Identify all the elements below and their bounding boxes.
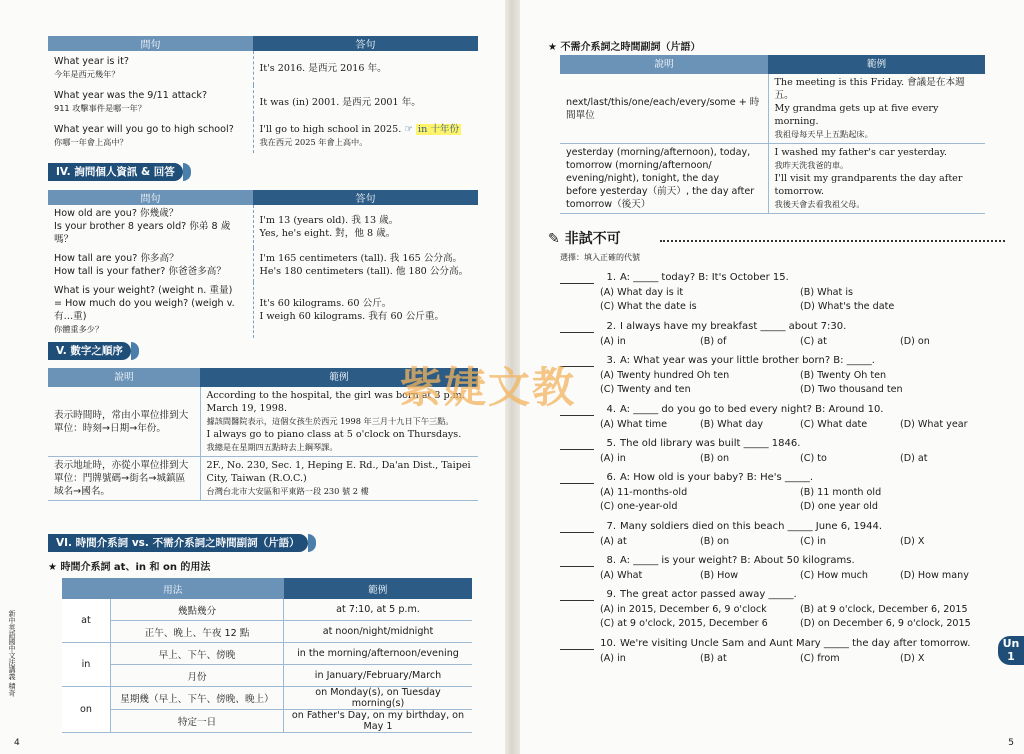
option[interactable]: (B) at 9 o'clock, December 6, 2015 <box>800 604 968 615</box>
usage: 正午、晚上、午夜 12 點 <box>111 621 284 643</box>
example: in January/February/March <box>284 665 473 687</box>
section-title-vi: VI. 時間介系詞 vs. 不需介系詞之時間副詞（片語） <box>48 534 308 552</box>
option[interactable]: (A) What <box>600 570 643 581</box>
option[interactable]: (B) 11 month old <box>800 487 882 498</box>
option[interactable]: (B) What is <box>800 287 854 298</box>
section-title-iv: IV. 詢問個人資訊 & 回答 <box>48 163 183 181</box>
question: What year is it? <box>54 56 129 67</box>
usage: 月份 <box>111 665 284 687</box>
example: in the morning/afternoon/evening <box>284 643 473 665</box>
option[interactable]: (C) How much <box>800 570 868 581</box>
option[interactable]: (A) Twenty hundred Oh ten <box>600 370 730 381</box>
time-adverb-table <box>560 55 985 214</box>
example: 2F., No. 230, Sec. 1, Heping E. Rd., Da'an Dist., Taipei City, Taiwan (R.O.C.) <box>206 460 471 484</box>
question-number: 8. <box>606 555 616 566</box>
answer: I weigh 60 kilograms. 我有 60 公斤重。 <box>259 311 445 322</box>
book-title-vertical: 新中英語國中文法講義 積奇 <box>8 610 16 697</box>
question-number: 9. <box>606 589 616 600</box>
example: The meeting is this Friday. 會議是在本週五。 <box>774 77 965 101</box>
question-item <box>560 404 1020 416</box>
question-stem: A: What year was your little brother born? B: _____. <box>620 355 875 366</box>
option[interactable]: (B) Twenty Oh ten <box>800 370 887 381</box>
question-number: 6. <box>606 472 616 483</box>
header-answer: 答句 <box>253 36 478 51</box>
question-number: 3. <box>606 355 616 366</box>
option[interactable]: (D) What year <box>900 419 968 430</box>
question-item <box>560 272 1020 284</box>
option[interactable]: (A) 11-months-old <box>600 487 688 498</box>
year-qa-table: 問句 答句 What year is it? 今年是西元幾年？ It's 2016. 是西元 2016 年。 What year was the 9/11 attack? 911 攻擊事件是哪一年？ It was (in) 2001. 是西元 2001 年。 What year will you go to high school? 你哪一年會上高中？ I'll go to high school in 2025. ☞ in 十年份 我在西元 2025 年會上高中。 <box>48 36 478 153</box>
option[interactable]: (C) from <box>800 653 840 664</box>
page-number: 4 <box>14 738 20 748</box>
example: on Father's Day, on my birthday, on May 1 <box>284 710 473 733</box>
option[interactable]: (B) on <box>700 453 730 464</box>
answer: I'm 13 (years old). 我 13 歲。 <box>259 214 399 226</box>
question-zh: 今年是西元幾年？ <box>54 69 120 79</box>
example: at noon/night/midnight <box>284 621 473 643</box>
question-number: 7. <box>606 521 616 532</box>
highlight-note: in 十年份 <box>418 124 460 135</box>
option[interactable]: (A) What day is it <box>600 287 684 298</box>
page-number: 5 <box>1008 738 1014 748</box>
pencil-icon: ✎ <box>548 231 560 247</box>
explanation-line: before yesterday（前天）, the day after <box>566 186 755 197</box>
explanation-line: tomorrow (morning/afternoon/ <box>566 160 712 171</box>
question-item <box>560 438 1020 450</box>
question: = How much do you weigh? (weigh v. 有…重) <box>54 298 235 322</box>
answer-blank[interactable] <box>560 321 594 333</box>
question-stem: A: _____ today? B: It's October 15. <box>620 272 789 283</box>
section-title-v: V. 數字之順序 <box>48 342 131 360</box>
explanation-line: yesterday (morning/afternoon), today, <box>566 147 751 158</box>
option[interactable]: (A) at <box>600 536 627 547</box>
options <box>580 287 1000 315</box>
option[interactable]: (D) on December 6, 9 o'clock, 2015 <box>800 618 971 629</box>
option[interactable]: (A) What time <box>600 419 668 430</box>
option[interactable]: (D) X <box>900 653 925 664</box>
option[interactable]: (A) in 2015, December 6, 9 o'clock <box>600 604 767 615</box>
usage: 星期幾（早上、下午、傍晚、晚上） <box>111 687 284 710</box>
option[interactable]: (C) one-year-old <box>600 501 678 512</box>
answer: I'm 165 centimeters (tall). 我 165 公分高。 <box>259 253 463 264</box>
example: I always go to piano class at 5 o'clock on Thursdays. <box>206 429 462 440</box>
personal-info-table <box>48 190 478 338</box>
options <box>580 487 1000 515</box>
question-item <box>560 638 1020 650</box>
example: I washed my father's car yesterday. <box>774 147 947 158</box>
answer-blank[interactable] <box>560 472 594 484</box>
option[interactable]: (C) in <box>800 536 826 547</box>
example-zh: 我祖母每天早上五點起床。 <box>774 129 873 139</box>
option[interactable]: (D) What's the date <box>800 301 895 312</box>
explanation-line: tomorrow（後天） <box>566 199 651 210</box>
answer-blank[interactable] <box>560 555 594 567</box>
question-item <box>560 589 1020 601</box>
right-page <box>520 0 1024 754</box>
option[interactable]: (C) What the date is <box>600 301 697 312</box>
option[interactable]: (C) at 9 o'clock, 2015, December 6 <box>600 618 768 629</box>
question-zh: 你體重多少？ <box>54 324 104 334</box>
question-stem: A: How old is your baby? B: He's _____. <box>620 472 814 483</box>
question: What year will you go to high school? <box>54 124 234 135</box>
option[interactable]: (B) What day <box>700 419 764 430</box>
question-stem: The great actor passed away _____. <box>620 589 797 600</box>
header-explanation: 說明 <box>48 368 200 387</box>
option[interactable]: (C) to <box>800 453 827 464</box>
header-usage: 用法 <box>62 578 284 599</box>
example-zh: 據該間醫院表示，這個女孩生於西元 1998 年三月十九日下午三點。 <box>206 416 454 426</box>
question-stem: The old library was built _____ 1846. <box>620 438 801 449</box>
option[interactable]: (D) one year old <box>800 501 878 512</box>
instructions: 選擇：填入正確的代號 <box>560 253 640 262</box>
header-explanation: 說明 <box>560 55 768 74</box>
header-question: 問句 <box>48 36 253 51</box>
options <box>580 370 1000 398</box>
question: How old are you? 你幾歲？ <box>54 208 179 219</box>
answer-blank[interactable] <box>560 438 594 450</box>
answer: It's 2016. 是西元 2016 年。 <box>259 62 387 74</box>
question-stem: We're visiting Uncle Sam and Aunt Mary _____ the day after tomorrow. <box>620 638 971 649</box>
option[interactable]: (A) in <box>600 653 626 664</box>
usage: 特定一日 <box>111 710 284 733</box>
question-number: 1. <box>606 272 616 283</box>
example: According to the hospital, the girl was born at 3 p.m. March 19, 1998. <box>206 390 465 414</box>
option[interactable]: (D) at <box>900 453 928 464</box>
explanation: next/last/this/one/each/every/some + 時間單位 <box>560 74 768 144</box>
answer-blank[interactable] <box>560 638 594 650</box>
subsection-title: ★ 時間介系詞 at、in 和 on 的用法 <box>48 562 211 573</box>
option[interactable]: (D) X <box>900 536 925 547</box>
question-number: 2. <box>606 321 616 332</box>
example-zh: 我昨天洗我爸的車。 <box>774 160 849 170</box>
header-example: 範例 <box>768 55 985 74</box>
preposition-in: in <box>62 643 111 687</box>
explanation-line: evening/night), tonight, the day <box>566 173 719 184</box>
unit-tab: Un 1 <box>998 636 1024 665</box>
dotted-rule <box>660 232 1005 242</box>
preposition-at: at <box>62 599 111 643</box>
answer: Yes, he's eight. 對，他 8 歲。 <box>259 227 396 239</box>
practice-title <box>548 228 621 248</box>
question-item <box>560 355 1020 367</box>
preposition-on: on <box>62 687 111 733</box>
answer-zh: 我在西元 2025 年會上高中。 <box>259 137 368 147</box>
explanation: 表示地址時，亦從小單位排到大單位：門牌號碼→街名→城鎮區域名→國名。 <box>48 457 200 501</box>
option[interactable]: (B) at <box>700 653 727 664</box>
example: on Monday(s), on Tuesday morning(s) <box>284 687 473 710</box>
usage: 幾點幾分 <box>111 599 284 621</box>
answer-blank[interactable] <box>560 521 594 533</box>
answer-blank[interactable] <box>560 272 594 284</box>
question-number: 4. <box>606 404 616 415</box>
answer: It's 60 kilograms. 60 公斤。 <box>259 298 392 309</box>
question-zh: 你哪一年會上高中？ <box>54 137 128 147</box>
question-item <box>560 321 1020 333</box>
header-question: 問句 <box>48 190 253 205</box>
example-zh: 我後天會去看我祖父母。 <box>774 199 865 209</box>
question-item <box>560 555 1020 567</box>
practice-title-text: 非試不可 <box>564 231 621 247</box>
answer: It was (in) 2001. 是西元 2001 年。 <box>259 96 421 108</box>
question-zh: 911 攻擊事件是哪一年？ <box>54 103 146 113</box>
header-example: 範例 <box>200 368 478 387</box>
question: What year was the 9/11 attack? <box>54 90 208 101</box>
question: How tall is your father? 你爸爸多高？ <box>54 266 226 277</box>
usage: 早上、下午、傍晚 <box>111 643 284 665</box>
option[interactable]: (B) of <box>700 336 727 347</box>
question: What is your weight? (weight n. 重量) <box>54 285 233 296</box>
option[interactable]: (C) Twenty and ten <box>600 384 691 395</box>
adverb-section-title: ★ 不需介系詞之時間副詞（片語） <box>548 42 701 53</box>
option[interactable]: (B) on <box>700 536 730 547</box>
question-item <box>560 521 1020 533</box>
header-example: 範例 <box>284 578 473 599</box>
example: My grandma gets up at five every morning. <box>774 103 939 127</box>
answer: I'll go to high school in 2025. <box>259 124 402 135</box>
example: I'll visit my grandparents the day after tomorrow. <box>774 173 963 197</box>
option[interactable]: (D) How many <box>900 570 969 581</box>
question-number: 10. <box>600 638 616 649</box>
example-zh: 我總是在星期四五點時去上鋼琴課。 <box>206 442 338 452</box>
options <box>580 604 1000 632</box>
watermark: 紫婕文教 <box>400 363 577 412</box>
option[interactable]: (B) How <box>700 570 739 581</box>
preposition-table <box>62 578 472 733</box>
question-item <box>560 472 1020 484</box>
header-answer: 答句 <box>253 190 478 205</box>
option[interactable]: (A) in <box>600 336 626 347</box>
question-stem: Many soldiers died on this beach _____ June 6, 1944. <box>620 521 883 532</box>
explanation: 表示時間時，常由小單位排到大單位：時刻→日期→年份。 <box>48 387 200 457</box>
question-stem: I always have my breakfast _____ about 7:30. <box>620 321 847 332</box>
option[interactable]: (D) on <box>900 336 930 347</box>
example-zh: 台灣台北市大安區和平東路一段 230 號 2 樓 <box>206 486 369 496</box>
question-stem: A: _____ do you go to bed every night? B: Around 10. <box>620 404 884 415</box>
option[interactable]: (A) in <box>600 453 626 464</box>
question: Is your brother 8 years old? 你弟 8 歲嗎？ <box>54 221 231 245</box>
question: How tall are you? 你多高？ <box>54 253 179 264</box>
question-stem: A: _____ is your weight? B: About 50 kilograms. <box>620 555 855 566</box>
answer-blank[interactable] <box>560 589 594 601</box>
example: at 7:10, at 5 p.m. <box>284 599 473 621</box>
option[interactable]: (C) What date <box>800 419 868 430</box>
answer: He's 180 centimeters (tall). 他 180 公分高。 <box>259 266 469 277</box>
option[interactable]: (C) at <box>800 336 827 347</box>
option[interactable]: (D) Two thousand ten <box>800 384 903 395</box>
question-number: 5. <box>606 438 616 449</box>
